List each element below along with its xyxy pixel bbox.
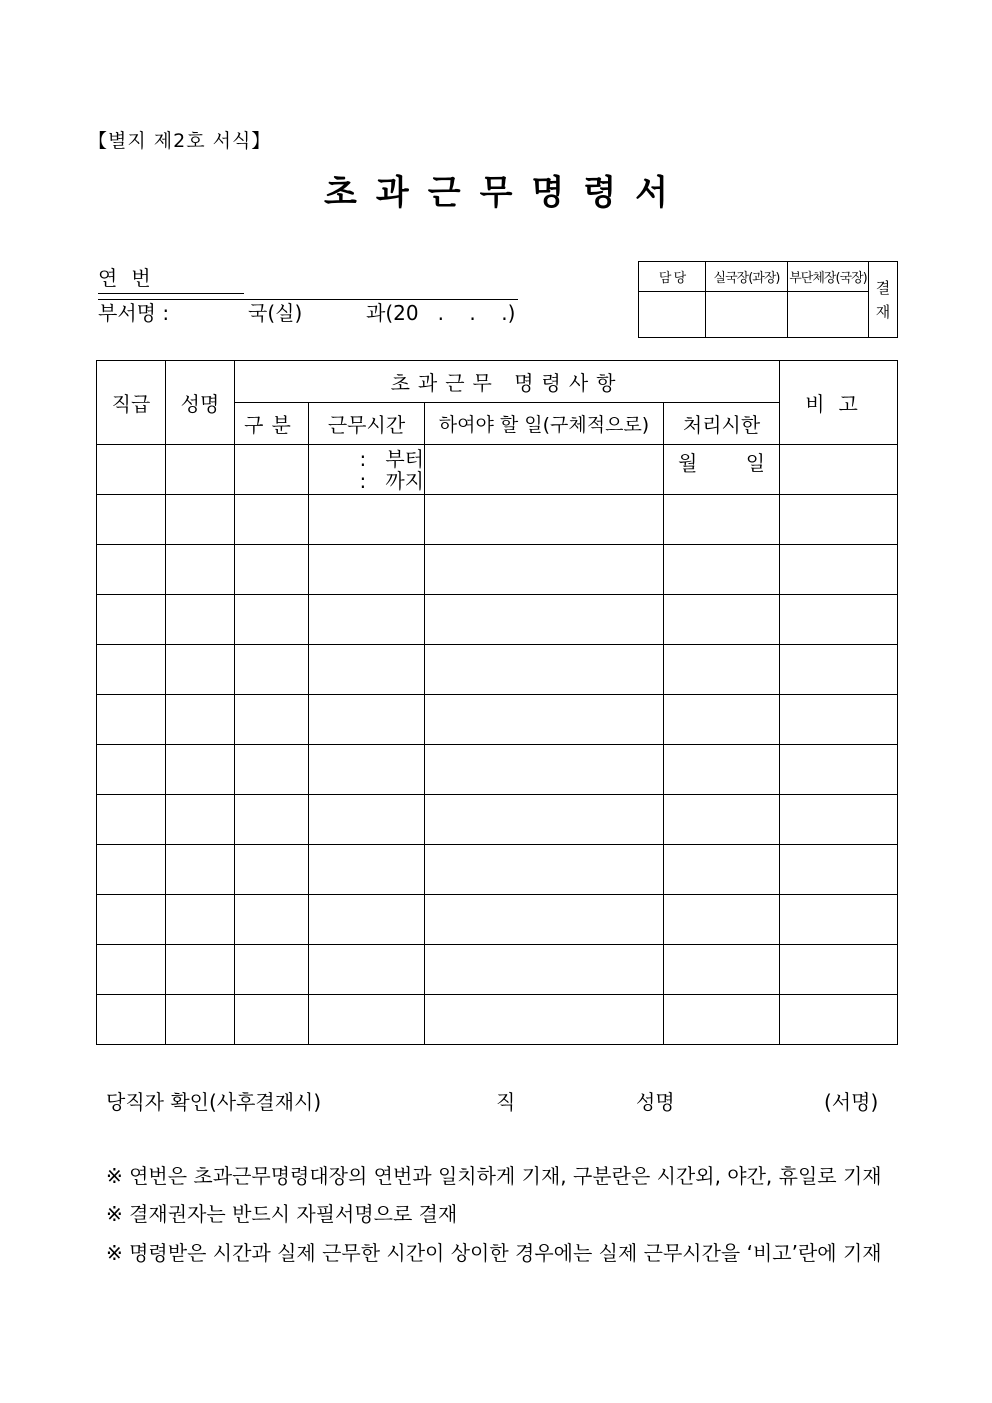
header-remarks: 비고 xyxy=(780,361,898,445)
cell-task[interactable] xyxy=(425,895,664,945)
cell-hours[interactable] xyxy=(309,795,425,845)
cell-remarks[interactable] xyxy=(780,995,898,1045)
cell-category[interactable] xyxy=(235,545,309,595)
cell-task[interactable] xyxy=(425,845,664,895)
cell-grade[interactable] xyxy=(97,995,166,1045)
cell-category[interactable] xyxy=(235,845,309,895)
cell-grade[interactable] xyxy=(97,945,166,995)
cell-due[interactable] xyxy=(664,645,780,695)
cell-category[interactable] xyxy=(235,695,309,745)
cell-remarks[interactable] xyxy=(780,895,898,945)
cell-name[interactable] xyxy=(166,445,235,495)
cell-hours[interactable] xyxy=(309,845,425,895)
cell-remarks[interactable] xyxy=(780,945,898,995)
confirm-name: 성명 xyxy=(636,1090,675,1114)
due-month: 월 xyxy=(678,451,698,475)
cell-grade[interactable] xyxy=(97,845,166,895)
table-row xyxy=(97,745,898,795)
approval-sign-director[interactable] xyxy=(706,292,788,338)
cell-due[interactable] xyxy=(664,795,780,845)
confirm-position: 직 xyxy=(496,1090,516,1114)
cell-grade[interactable] xyxy=(97,445,166,495)
cell-category[interactable] xyxy=(235,995,309,1045)
approval-sign-deputy[interactable] xyxy=(788,292,869,338)
approval-side-2: 재 xyxy=(875,302,891,321)
cell-grade[interactable] xyxy=(97,595,166,645)
cell-due[interactable] xyxy=(664,595,780,645)
table-row xyxy=(97,945,898,995)
cell-hours[interactable] xyxy=(309,495,425,545)
cell-hours[interactable] xyxy=(309,545,425,595)
cell-due[interactable] xyxy=(664,495,780,545)
cell-grade[interactable] xyxy=(97,645,166,695)
table-row xyxy=(97,995,898,1045)
document-title: 초과근무명령서 xyxy=(324,173,687,213)
serial-number-field xyxy=(98,262,244,294)
cell-remarks[interactable] xyxy=(780,445,898,495)
confirm-label: 당직자 확인(사후결재시) xyxy=(106,1090,322,1114)
serial-label: 연번 xyxy=(98,266,165,290)
approval-side-label xyxy=(869,262,898,338)
cell-name[interactable] xyxy=(166,945,235,995)
due-day: 일 xyxy=(745,451,766,475)
cell-category[interactable] xyxy=(235,945,309,995)
cell-hours[interactable] xyxy=(309,995,425,1045)
cell-grade[interactable] xyxy=(97,695,166,745)
cell-due[interactable] xyxy=(664,945,780,995)
table-row xyxy=(97,445,898,495)
cell-hours[interactable] xyxy=(309,445,425,495)
cell-category[interactable] xyxy=(235,745,309,795)
cell-category[interactable] xyxy=(235,645,309,695)
header-category: 구분 xyxy=(235,403,309,445)
table-row xyxy=(97,645,898,695)
header-group: 초과근무 명령사항 xyxy=(235,361,780,403)
approval-col-staff: 담 당 xyxy=(639,262,706,292)
cell-task[interactable] xyxy=(425,745,664,795)
cell-name[interactable] xyxy=(166,545,235,595)
approval-side-1: 결 xyxy=(875,278,891,297)
department-field xyxy=(98,297,518,325)
cell-category[interactable] xyxy=(235,895,309,945)
cell-hours[interactable] xyxy=(309,745,425,795)
table-row xyxy=(97,545,898,595)
cell-remarks[interactable] xyxy=(780,745,898,795)
cell-remarks[interactable] xyxy=(780,595,898,645)
cell-task[interactable] xyxy=(425,795,664,845)
cell-hours[interactable] xyxy=(309,945,425,995)
cell-task[interactable] xyxy=(425,995,664,1045)
cell-grade[interactable] xyxy=(97,495,166,545)
cell-due[interactable] xyxy=(664,995,780,1045)
cell-task[interactable] xyxy=(425,545,664,595)
cell-name[interactable] xyxy=(166,495,235,545)
note-item: ※ 연번은 초과근무명령대장의 연번과 일치하게 기재, 구분란은 시간외, 야간, 휴일로 기재 xyxy=(106,1164,882,1188)
header-name: 성명 xyxy=(166,361,235,445)
dept-guk-label: 국(실) xyxy=(248,301,303,325)
approval-col-deputy: 부단체장(국장) xyxy=(788,262,869,292)
cell-task[interactable] xyxy=(425,645,664,695)
cell-due[interactable] xyxy=(664,845,780,895)
cell-remarks[interactable] xyxy=(780,495,898,545)
confirm-sign[interactable]: (서명) xyxy=(824,1090,879,1114)
dept-gwa-label: 과(20 . . .) xyxy=(366,301,516,325)
cell-name[interactable] xyxy=(166,895,235,945)
cell-name[interactable] xyxy=(166,695,235,745)
cell-hours[interactable] xyxy=(309,895,425,945)
cell-remarks[interactable] xyxy=(780,845,898,895)
cell-category[interactable] xyxy=(235,495,309,545)
cell-name[interactable] xyxy=(166,845,235,895)
cell-remarks[interactable] xyxy=(780,645,898,695)
table-row xyxy=(97,595,898,645)
header-task: 하여야 할 일(구체적으로) xyxy=(425,403,664,445)
approval-sign-staff[interactable] xyxy=(639,292,706,338)
cell-due[interactable] xyxy=(664,745,780,795)
cell-category[interactable] xyxy=(235,795,309,845)
cell-task[interactable] xyxy=(425,595,664,645)
hours-from: : 부터 xyxy=(359,446,424,471)
note-item: ※ 결재권자는 반드시 자필서명으로 결재 xyxy=(106,1202,458,1226)
cell-hours[interactable] xyxy=(309,645,425,695)
dept-label: 부서명 : xyxy=(98,301,170,325)
cell-name[interactable] xyxy=(166,645,235,695)
cell-remarks[interactable] xyxy=(780,795,898,845)
cell-grade[interactable] xyxy=(97,545,166,595)
approval-box xyxy=(638,261,898,338)
header-due: 처리시한 xyxy=(664,403,780,445)
cell-category[interactable] xyxy=(235,595,309,645)
cell-name[interactable] xyxy=(166,745,235,795)
cell-due[interactable] xyxy=(664,695,780,745)
table-row xyxy=(97,695,898,745)
cell-due[interactable] xyxy=(664,445,780,495)
cell-task[interactable] xyxy=(425,495,664,545)
table-row xyxy=(97,895,898,945)
cell-task[interactable] xyxy=(425,445,664,495)
note-item: ※ 명령받은 시간과 실제 근무한 시간이 상이한 경우에는 실제 근무시간을 ‘비고’란에 기재 xyxy=(106,1241,882,1265)
cell-remarks[interactable] xyxy=(780,695,898,745)
cell-grade[interactable] xyxy=(97,795,166,845)
overtime-table xyxy=(96,360,898,1045)
header-grade: 직급 xyxy=(97,361,166,445)
cell-due[interactable] xyxy=(664,545,780,595)
cell-hours[interactable] xyxy=(309,695,425,745)
approval-col-director: 실국장(과장) xyxy=(706,262,788,292)
cell-grade[interactable] xyxy=(97,895,166,945)
cell-remarks[interactable] xyxy=(780,545,898,595)
cell-name[interactable] xyxy=(166,595,235,645)
header-hours: 근무시간 xyxy=(309,403,425,445)
cell-category[interactable] xyxy=(235,445,309,495)
cell-name[interactable] xyxy=(166,795,235,845)
table-row xyxy=(97,495,898,545)
cell-task[interactable] xyxy=(425,945,664,995)
cell-hours[interactable] xyxy=(309,595,425,645)
cell-grade[interactable] xyxy=(97,745,166,795)
cell-name[interactable] xyxy=(166,995,235,1045)
hours-to: : 까지 xyxy=(359,468,424,493)
cell-task[interactable] xyxy=(425,695,664,745)
form-label: 【별지 제2호 서식】 xyxy=(88,130,272,152)
cell-due[interactable] xyxy=(664,895,780,945)
table-row xyxy=(97,795,898,845)
table-row xyxy=(97,845,898,895)
